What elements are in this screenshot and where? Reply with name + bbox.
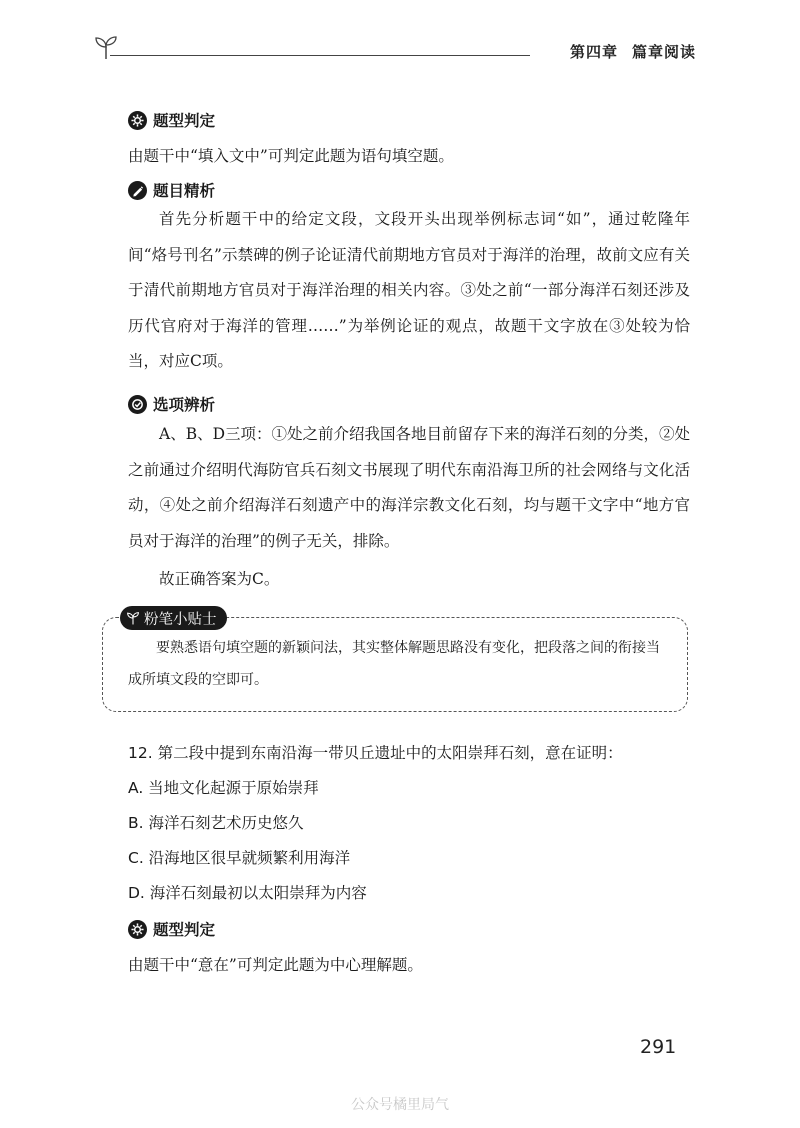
gear-icon — [128, 920, 147, 939]
question-option-b: B. 海洋石刻艺术历史悠久 — [128, 814, 304, 832]
analysis-paragraph: 首先分析题干中的给定文段，文段开头出现举例标志词“如”，通过乾隆年间“烙号刊名”示禁碑的例子论证清代前期地方官员对于海洋的治理，故前文应有关于清代前期地方官员对于海洋治理的相关内容。③处之前“一部分海洋石刻还涉及历代官府对于海洋的管理……”为举例论证的观点，故题干文字放在③处较为恰当，对应C项。 — [128, 210, 690, 370]
option-icon — [128, 395, 147, 414]
type-judge-heading — [128, 108, 215, 132]
gear-icon — [128, 111, 147, 130]
watermark: 公众号橘里局气 — [351, 1097, 449, 1113]
chapter-section: 篇章阅读 — [631, 43, 696, 61]
analysis-heading-label: 题目精析 — [153, 182, 216, 200]
type-judge-heading-2-label: 题型判定 — [153, 921, 216, 939]
type-judge-heading-2 — [128, 917, 215, 941]
type-judge-text: 由题干中“填入文中”可判定此题为语句填空题。 — [128, 147, 454, 165]
running-header — [88, 34, 700, 64]
header-rule — [110, 55, 530, 56]
answer-line: 故正确答案为C。 — [159, 570, 280, 588]
question-option-d: D. 海洋石刻最初以太阳崇拜为内容 — [128, 884, 367, 902]
sprout-icon — [126, 611, 140, 625]
analysis-heading — [128, 178, 215, 202]
chapter-number: 第四章 — [569, 43, 618, 61]
type-judge-text-2: 由题干中“意在”可判定此题为中心理解题。 — [128, 956, 423, 974]
type-judge-heading-label: 题型判定 — [153, 112, 216, 130]
pencil-icon — [128, 181, 147, 200]
tip-label — [120, 606, 227, 630]
chapter-title — [570, 41, 696, 62]
options-heading-label: 选项辨析 — [153, 396, 216, 414]
sprout-icon — [94, 34, 118, 60]
options-heading — [128, 392, 215, 416]
question-option-a: A. 当地文化起源于原始崇拜 — [128, 779, 319, 797]
tip-text: 要熟悉语句填空题的新颖问法，其实整体解题思路没有变化，把段落之间的衔接当成所填文段的空即可。 — [128, 640, 660, 688]
page-number: 291 — [640, 1036, 677, 1058]
options-paragraph: A、B、D三项：①处之前介绍我国各地目前留存下来的海洋石刻的分类，②处之前通过介绍明代海防官兵石刻文书展现了明代东南沿海卫所的社会网络与文化活动，④处之前介绍海洋石刻遗产中的海洋宗教文化石刻，均与题干文字中“地方官员对于海洋的治理”的例子无关，排除。 — [128, 425, 691, 550]
tip-label-text: 粉笔小贴士 — [144, 611, 217, 628]
question-stem: 12. 第二段中提到东南沿海一带贝丘遗址中的太阳崇拜石刻，意在证明： — [128, 744, 623, 762]
question-option-c: C. 沿海地区很早就频繁利用海洋 — [128, 849, 351, 867]
